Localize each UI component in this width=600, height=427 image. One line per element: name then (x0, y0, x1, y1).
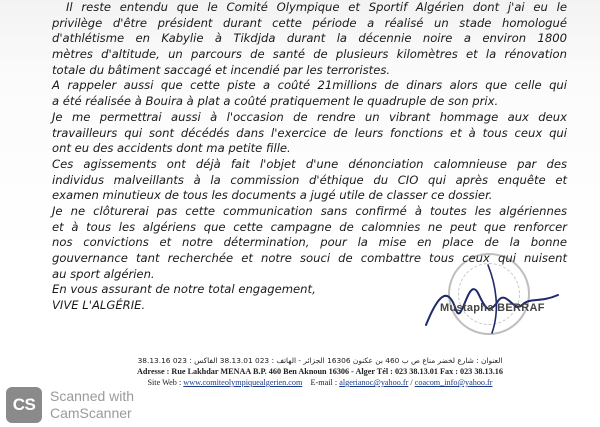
letter-line: privilège d'être président durant cette période a réalisé un stade homologué (52, 15, 567, 30)
letter-line: Je ne clôturerai pas cette communication sans confirmé à toutes les algériennes (52, 203, 567, 218)
letter-line: travailleurs qui sont décédés dans l'exercice de leurs fonctions et à tous ceux qui (52, 125, 567, 140)
letter-line: gouvernance tant recherchée et notre souci de combattre tous ceux qui nuisent (52, 251, 567, 265)
letter-line: individus malveillants à la commission d'éthique du CIO qui après enquête et (52, 172, 567, 187)
letter-line: examen minutieux de tous les documents a jugé utile de classer ce dossier. (52, 188, 493, 203)
letter-line: Il reste entendu que le Comité Olympique et Sportif Algérien dont j'ai eu le (66, 0, 567, 14)
letter-line: au sport algérien. (52, 266, 155, 281)
handwritten-signature (418, 255, 568, 335)
letter-line: et à tous les algériens que cette campagne de calomnies ne peut que renforcer (52, 219, 567, 234)
email-link-2[interactable]: coacom_info@yahoo.fr (414, 378, 493, 387)
email-link-1[interactable]: algerianoc@yahoo.fr (339, 378, 409, 387)
footer-arabic-address: العنوان : شارع لخضر مناع ص ب 460 بن عكنون 16306 الجزائر - الهاتف : 023 38.13.01 الفاكس : 023 38.13.16 (137, 356, 503, 365)
letter-line: Je me permettrai aussi à l'occasion de rendre un vibrant hommage aux deux (52, 109, 567, 124)
watermark-line-2: CamScanner (50, 405, 132, 421)
letter-line: ont eu des accidents dont ma petite fille. (52, 141, 291, 156)
letter-line: d'athlétisme en Kabylie à Tikdjda durant la décennie noire a environ 1800 (52, 31, 567, 46)
email-label: E-mail : (310, 378, 338, 387)
signer-name: Mustapha BERRAF (440, 302, 545, 314)
letter-line: totale du bâtiment saccagé et incendié par les terroristes. (52, 62, 391, 77)
watermark-line-1: Scanned with (50, 388, 135, 404)
letter-closing: En vous assurant de notre total engagement, (52, 282, 316, 297)
camscanner-logo-icon: CS (6, 387, 42, 423)
letter-line: nos convictions et notre détermination, pour la mise en place de la bonne (52, 235, 567, 250)
letter-line: mètres d'altitude, un parcours de santé de plusieurs kilomètres et la rénovation (52, 47, 567, 62)
footer-address: Adresse : Rue Lakhdar MENAA B.P. 460 Ben Aknoun 16306 - Alger Tél : 023 38.13.01 Fax : 023 38.13.16 (137, 367, 503, 376)
site-link[interactable]: www.comiteolympiquealgerien.com (183, 378, 303, 387)
signature-block (418, 255, 568, 335)
letter-salutation: VIVE L'ALGÉRIE. (52, 298, 146, 313)
footer-contacts: Site Web : www.comiteolympiquealgerien.com E-mail : algerianoc@yahoo.fr / coacom_info@yahoo.fr (147, 378, 493, 387)
letterhead-footer (70, 355, 570, 388)
site-label: Site Web : (147, 378, 182, 387)
letter-line: A rappeler aussi que cette piste a coûté 21millions de dinars alors que celle qui (52, 78, 567, 93)
camscanner-text (50, 388, 134, 422)
camscanner-watermark (0, 383, 140, 427)
letter-line: a été réalisée à Bouira à plat a coûté pratiquement le quadruple de son prix. (52, 94, 499, 109)
letter-line: Ces agissements ont déjà fait l'objet d'une dénonciation calomnieuse par des (52, 156, 567, 171)
